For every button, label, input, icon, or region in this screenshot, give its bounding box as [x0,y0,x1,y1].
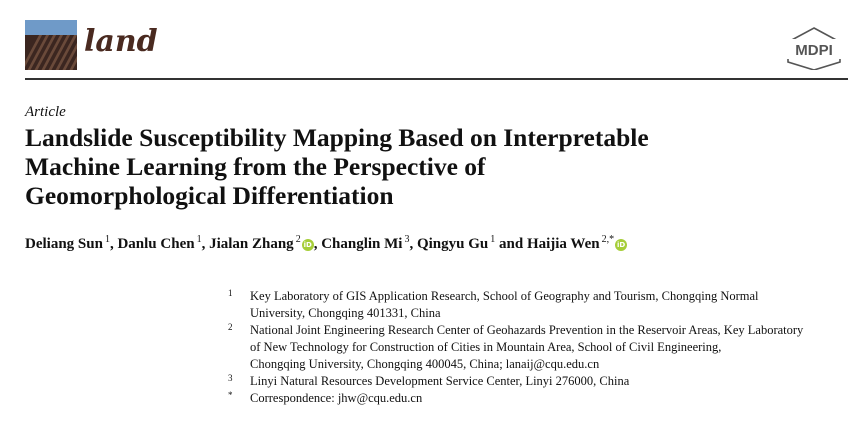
affiliation-item [226,373,856,390]
journal-logo [25,20,77,70]
orcid-icon[interactable]: iD [303,241,312,249]
author-name[interactable]: Qingyu Gu [416,236,489,252]
affiliation-item [226,288,856,322]
article-title [25,123,845,210]
affiliations [226,288,856,407]
header-rule [25,78,848,80]
author-affiliation-mark: 2,* [601,234,615,245]
title-line: Landslide Susceptibility Mapping Based on Interpretable [25,123,649,152]
logo-soil [25,35,77,70]
affiliation-line: Chongqing University, Chongqing 400045, China; lanaij@cqu.edu.cn [250,357,600,371]
author-separator: , [201,236,210,252]
author-affiliation-mark: 2 [295,234,301,245]
affiliation-mark: 2 [228,322,233,332]
title-line: Geomorphological Differentiation [25,181,394,210]
orcid-icon[interactable]: iD [616,241,626,249]
affiliation-item [226,390,856,407]
author-name[interactable]: Haijia Wen [526,236,600,252]
affiliation-line: National Joint Engineering Research Center of Geohazards Prevention in the Reservoir Areas, Key Laboratory [250,323,804,337]
author-name[interactable]: Jialan Zhang [209,236,294,252]
journal-name: land [84,24,158,59]
title-line: Machine Learning from the Perspective of [25,152,486,181]
author-list [25,234,627,253]
author-affiliation-mark: 1 [104,234,110,245]
author-affiliation-mark: 1 [490,234,496,245]
author-name[interactable]: Danlu Chen [117,236,195,252]
affiliation-line: Key Laboratory of GIS Application Research, School of Geography and Tourism, Chongqing Normal [250,289,759,303]
affiliation-line: Correspondence: jhw@cqu.edu.cn [250,391,423,405]
author-separator: , [109,236,118,252]
affiliation-line: University, Chongqing 401331, China [250,306,441,320]
mdpi-logo [784,26,844,70]
author-separator: , [409,236,417,252]
author-separator: and [495,236,527,252]
author-affiliation-mark: 1 [196,234,202,245]
author-name[interactable]: Deliang Sun [25,236,103,252]
author-affiliation-mark: 3 [404,234,410,245]
affiliation-line: Linyi Natural Resources Development Service Center, Linyi 276000, China [250,374,630,388]
author-name[interactable]: Changlin Mi [321,236,403,252]
author-separator: , [313,236,322,252]
article-type: Article [25,104,66,120]
affiliation-mark: * [228,390,233,400]
affiliation-item [226,322,856,373]
affiliation-mark: 1 [228,288,233,298]
logo-sky [25,20,77,35]
affiliation-mark: 3 [228,373,233,383]
affiliation-line: of New Technology for Construction of Cities in Mountain Area, School of Civil Engineering, [250,340,722,354]
publisher-name: MDPI [795,42,833,59]
